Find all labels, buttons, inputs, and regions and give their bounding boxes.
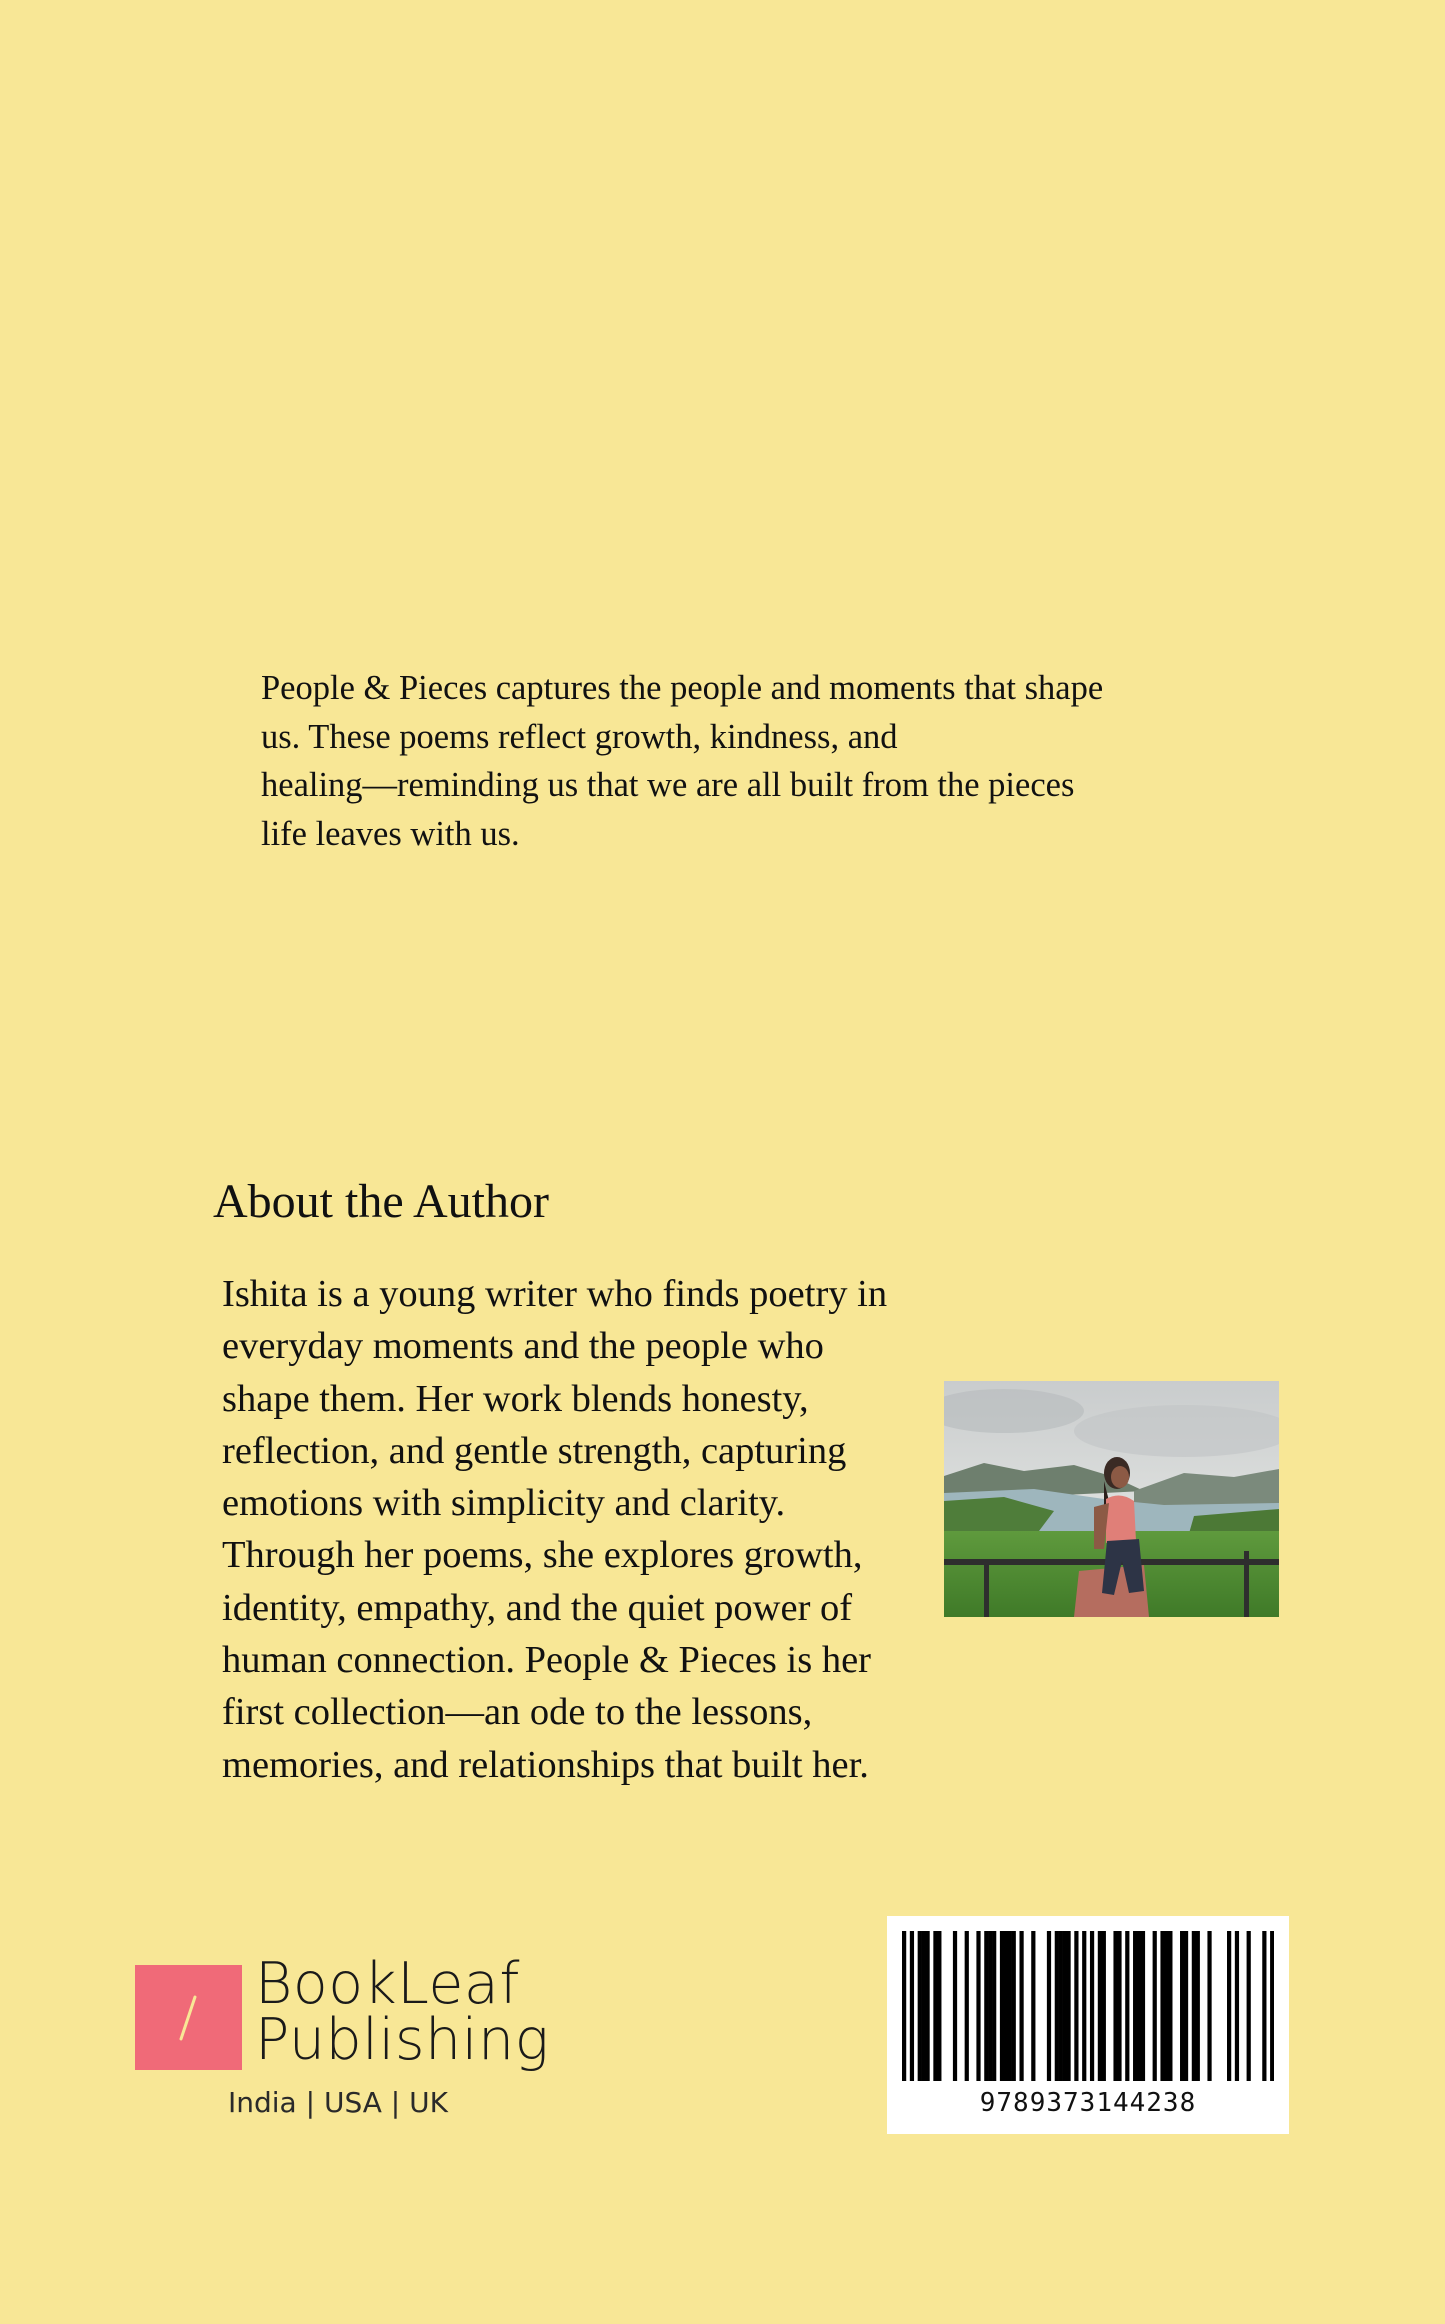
blurb-line: healing—reminding us that we are all built from the pieces <box>261 766 1075 804</box>
barcode-bar <box>1227 1931 1231 2081</box>
barcode-bar <box>1031 1931 1035 2081</box>
barcode-bar <box>1196 1931 1200 2081</box>
barcode-bar <box>1063 1931 1067 2081</box>
blurb-line: People & Pieces captures the people and moments that shape <box>261 669 1104 707</box>
barcode-bar <box>992 1931 996 2081</box>
barcode-bar <box>1235 1931 1239 2081</box>
barcode-bar <box>1082 1931 1086 2081</box>
publisher-regions: India | USA | UK <box>228 2086 448 2119</box>
barcode-bar <box>1184 1931 1188 2081</box>
barcode-bar <box>1047 1931 1051 2081</box>
barcode-bar <box>988 1931 992 2081</box>
blurb-line: us. These poems reflect growth, kindness, and <box>261 717 898 756</box>
about-line: emotions with simplicity and clarity. <box>222 1482 786 1525</box>
about-line: shape them. Her work blends honesty, <box>222 1377 809 1420</box>
barcode-bar <box>1137 1931 1141 2081</box>
author-photo <box>944 1381 1279 1617</box>
barcode-bar <box>1164 1931 1168 2081</box>
about-line: first collection—an ode to the lessons, <box>222 1691 813 1734</box>
barcode-bar <box>933 1931 937 2081</box>
barcode-bar <box>1098 1931 1102 2081</box>
barcode-bar <box>1055 1931 1059 2081</box>
barcode-bar <box>1247 1931 1251 2081</box>
bookleaf-slash-icon <box>135 1965 242 2070</box>
barcode-bar <box>910 1931 914 2081</box>
barcode-bar <box>1000 1931 1004 2081</box>
barcode-bar <box>984 1931 988 2081</box>
barcode-bar <box>918 1931 922 2081</box>
barcode-bar <box>1090 1931 1094 2081</box>
barcode-bar <box>1141 1931 1145 2081</box>
barcode-bar <box>902 1931 906 2081</box>
barcode-bar <box>1180 1931 1184 2081</box>
about-line: human connection. People & Pieces is her <box>222 1639 871 1682</box>
barcode-bar <box>976 1931 980 2081</box>
about-author-heading: About the Author <box>213 1175 549 1228</box>
publisher-logo <box>135 1951 555 2130</box>
barcode-bar <box>1160 1931 1164 2081</box>
barcode-bar <box>1004 1931 1008 2081</box>
about-line: Ishita is a young writer who finds poetry in <box>222 1273 888 1315</box>
publisher-name-line2: Publishing <box>255 2007 550 2073</box>
isbn-barcode <box>887 1916 1289 2134</box>
about-line: reflection, and gentle strength, capturing <box>222 1429 847 1472</box>
barcode-bar <box>1008 1931 1012 2081</box>
barcode-bars <box>902 1931 1274 2081</box>
barcode-bar <box>1133 1931 1137 2081</box>
about-author-text <box>222 1268 942 1791</box>
barcode-bar <box>1153 1931 1157 2081</box>
book-blurb <box>261 664 1221 858</box>
publisher-name-line1: BookLeaf <box>255 1951 520 2017</box>
barcode-bar <box>922 1931 926 2081</box>
barcode-bar <box>953 1931 957 2081</box>
about-line: memories, and relationships that built her. <box>222 1743 869 1786</box>
barcode-bar <box>1117 1931 1121 2081</box>
barcode-bar <box>1059 1931 1063 2081</box>
barcode-bar <box>925 1931 929 2081</box>
barcode-bar <box>1102 1931 1106 2081</box>
barcode-bar <box>1262 1931 1266 2081</box>
barcode-bar <box>1113 1931 1117 2081</box>
barcode-bar <box>1168 1931 1172 2081</box>
about-line: identity, empathy, and the quiet power of <box>222 1586 853 1629</box>
barcode-bar <box>937 1931 941 2081</box>
about-line: everyday moments and the people who <box>222 1325 824 1368</box>
barcode-bar <box>1019 1931 1023 2081</box>
blurb-line: life leaves with us. <box>261 814 520 853</box>
barcode-bar <box>1125 1931 1129 2081</box>
isbn-number: 9789373144238 <box>979 2088 1197 2118</box>
barcode-bar <box>1074 1931 1078 2081</box>
barcode-bar <box>965 1931 969 2081</box>
barcode-bar <box>1066 1931 1070 2081</box>
about-line: Through her poems, she explores growth, <box>222 1534 863 1577</box>
barcode-bar <box>1192 1931 1196 2081</box>
barcode-bar <box>1012 1931 1016 2081</box>
barcode-bar <box>1207 1931 1211 2081</box>
barcode-bar <box>1270 1931 1274 2081</box>
